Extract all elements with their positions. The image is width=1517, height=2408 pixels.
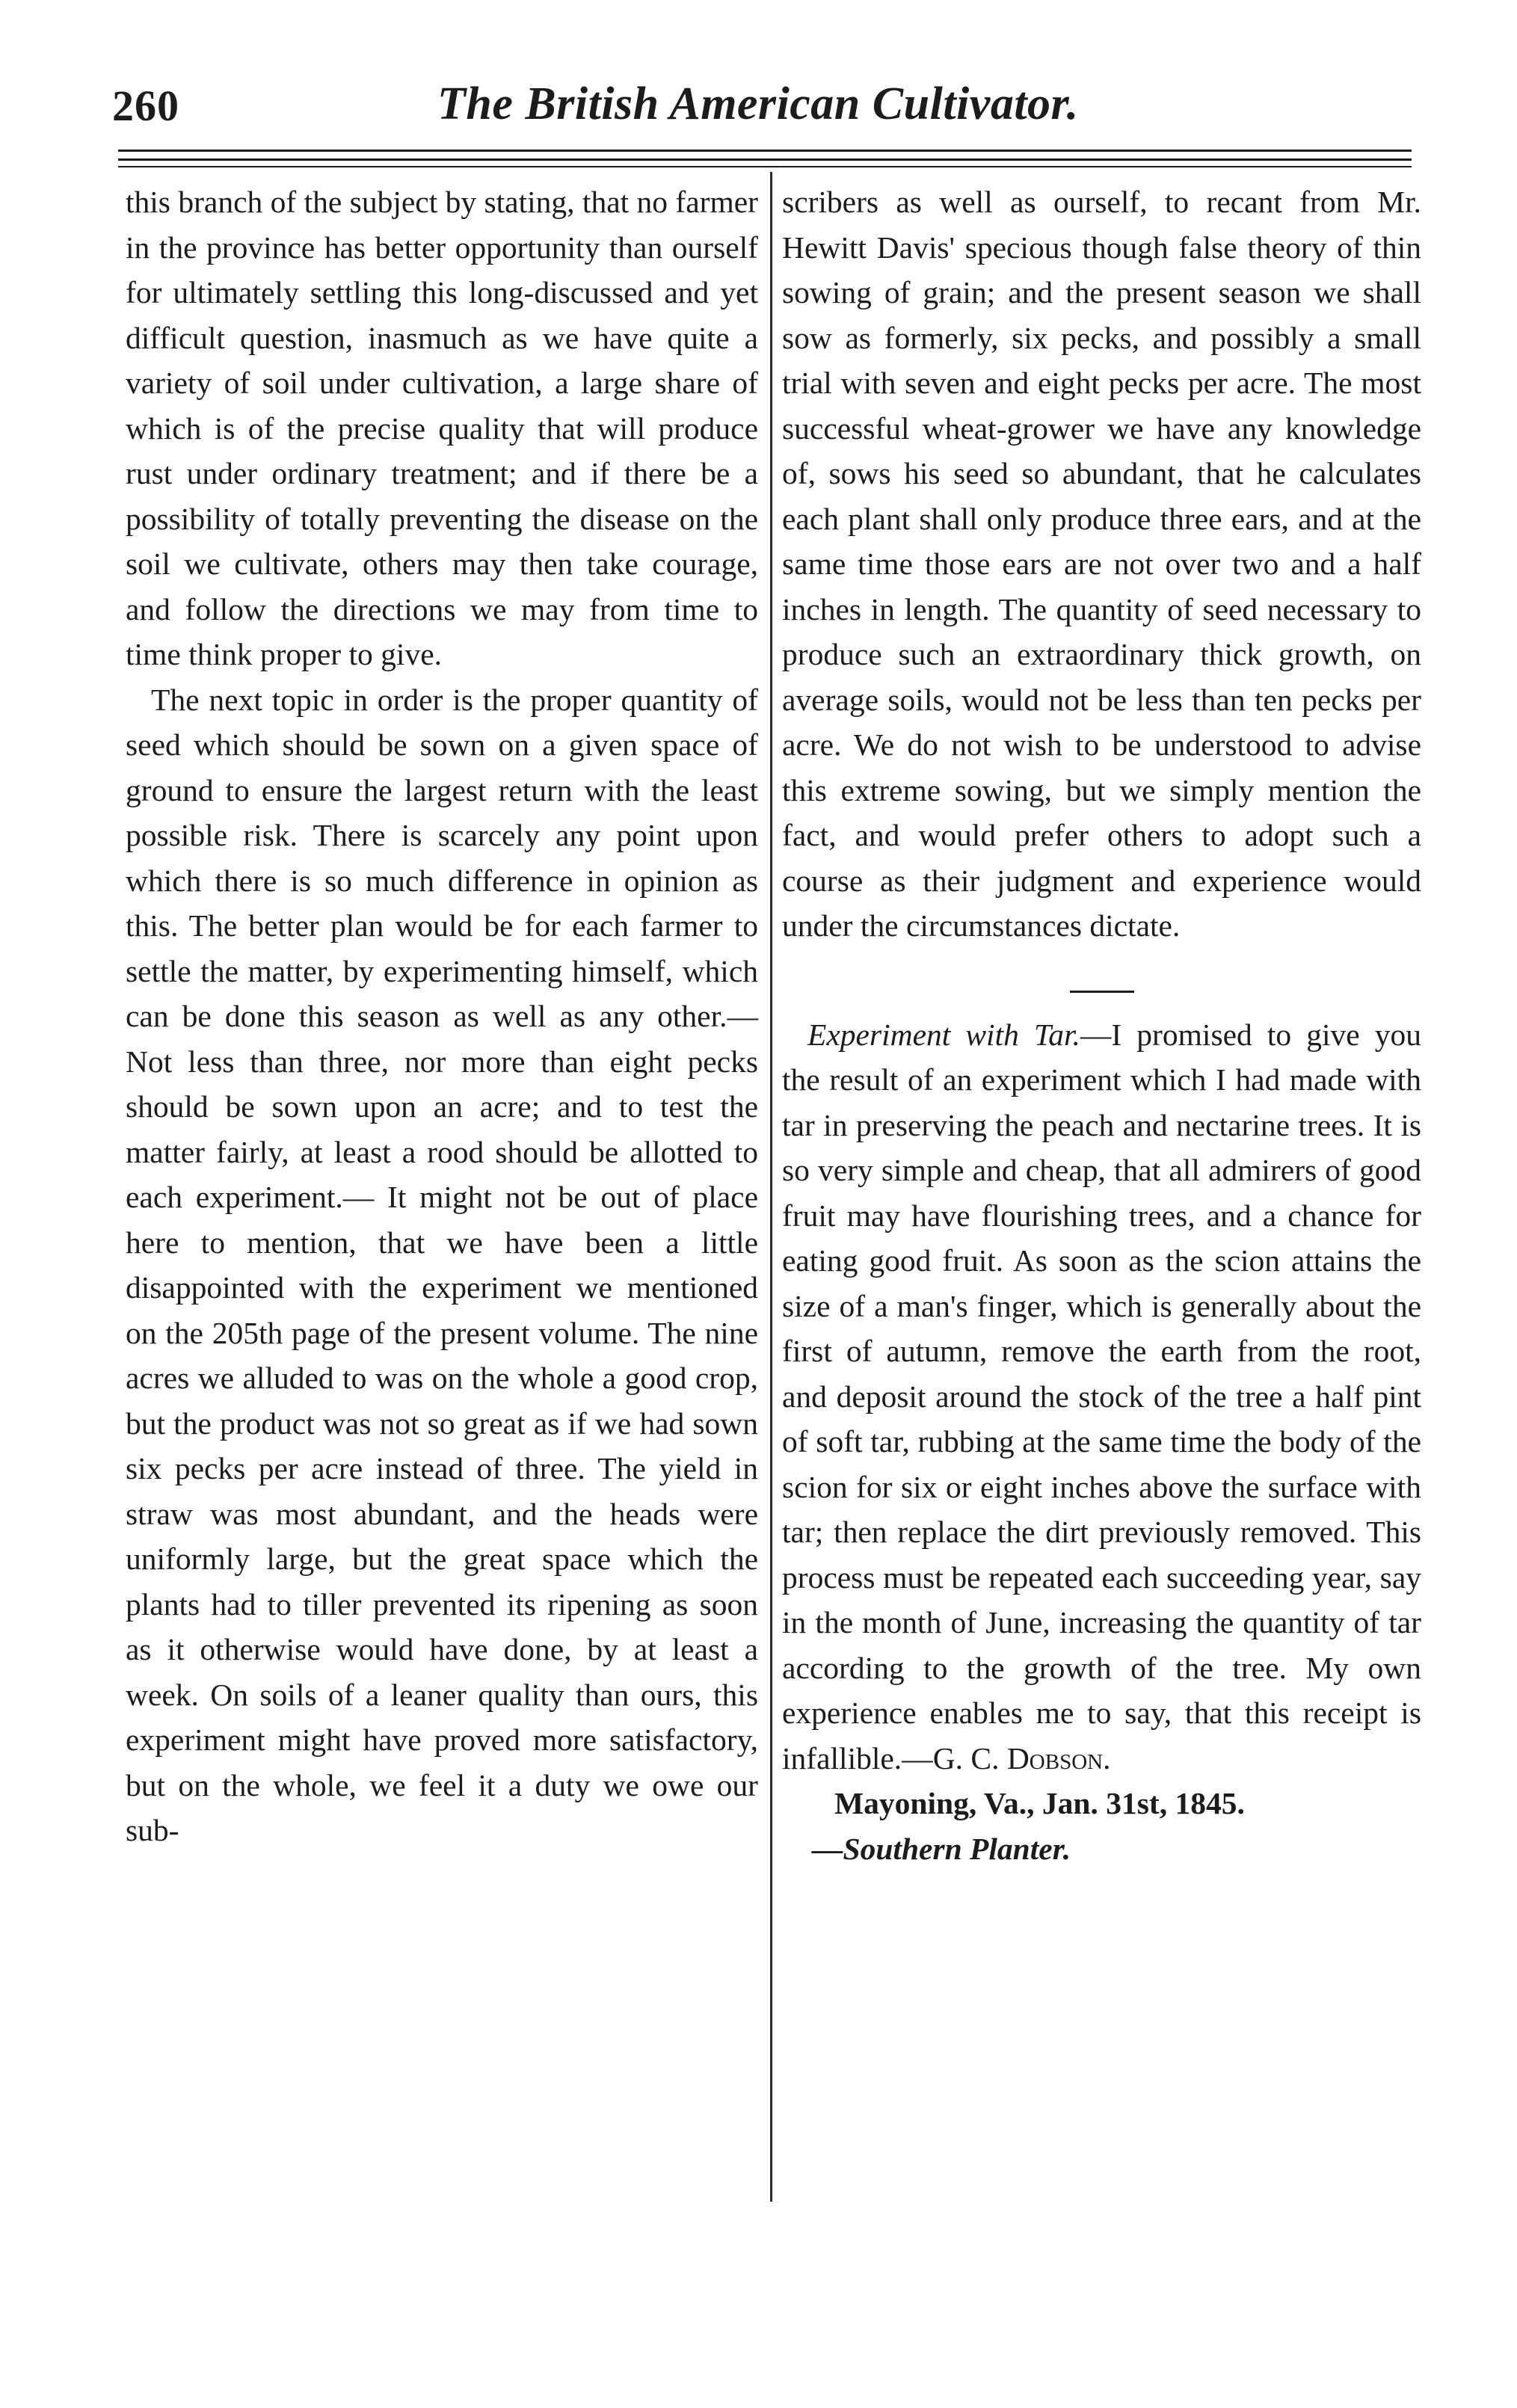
article-body: —I promised to give you the result of an experiment which I had made with tar in preserving the peach and nectarine trees. It is so very simple and cheap, that all admirers of good fruit may have flourishing trees, and a chance for eating good fruit. As soon as the scion attains the size of a man's finger, which is generally about the first of autumn, remove the earth from the root, and deposit around the stock of the tree a half pint of soft tar, rubbing at the same time the body of the scion for six or eight inches above the surface with tar; then replace the dirt previously removed. This process must be repeated each succeeding year, say in the month of June, increasing the quantity of tar according to the growth of the tree. My own experience enables me to say, that this receipt is infallible.— bbox=[782, 1017, 1421, 1776]
article-tar-experiment bbox=[782, 1012, 1421, 1782]
header-rule bbox=[118, 150, 1412, 152]
page-number: 260 bbox=[112, 81, 179, 130]
header-rule bbox=[118, 166, 1412, 167]
article-title: Experiment with Tar. bbox=[807, 1017, 1080, 1052]
right-column bbox=[782, 179, 1421, 1871]
paragraph-continuation: scribers as well as ourself, to recant from Mr. Hewitt Davis' specious though false theory of thin sowing of grain; and the present season we shall sow as formerly, six pecks, and possibly a small trial with seven and eight pecks per acre. The most successful wheat-grower we have any knowledge of, sows his seed so abundant, that he calculates each plant shall only produce three ears, and at the same time those ears are not over two and a half inches in length. The quantity of seed necessary to produce such an extraordinary thick growth, on average soils, would not be less than ten pecks per acre. We do not wish to be understood to advise this extreme sowing, but we simply mention the fact, and would prefer others to adopt such a course as their judgment and experience would under the circumstances dictate. bbox=[782, 185, 1421, 943]
source-attribution: —Southern Planter. bbox=[812, 1831, 1071, 1866]
column-divider bbox=[770, 172, 772, 2202]
dateline: Mayoning, Va., Jan. 31st, 1845. bbox=[834, 1786, 1245, 1820]
left-column bbox=[126, 179, 758, 1853]
paragraph-rust-question: this branch of the subject by stating, that no farmer in the province has better opportunity than ourself for ultimately settling this long-discussed and yet difficult question, inasmuch as we have quite a variety of soil under cultivation, a large share of which is of the precise quality that will produce rust under ordinary treatment; and if there be a possibility of totally preventing the disease on the soil we cultivate, others may then take courage, and follow the directions we may from time to time think proper to give. bbox=[126, 185, 758, 671]
running-title: The British American Cultivator. bbox=[437, 78, 1079, 129]
paragraph-seed-quantity: The next topic in order is the proper quantity of seed which should be sown on a given space of ground to ensure the largest return with the least possible risk. There is scarcely any point upon which there is so much difference in opinion as this. The better plan would be for each farmer to settle the matter, by experimenting himself, which can be done this season as well as any other.— Not less than three, nor more than eight pecks should be sown upon an acre; and to test the matter fairly, at least a rood should be allotted to each experiment.— It might not be out of place here to mention, that we have been a little disappointed with the experiment we mentioned on the 205th page of the present volume. The nine acres we alluded to was on the whole a good crop, but the product was not so great as if we had sown six pecks per acre instead of three. The yield in straw was most abundant, and the heads were uniformly large, but the great space which the plants had to tiller prevented its ripening as soon as it otherwise would have done, by at least a week. On soils of a leaner quality than ours, this experiment might have proved more satisfactory, but on the whole, we feel it a duty we owe our sub- bbox=[126, 682, 758, 1847]
header-rule bbox=[118, 158, 1412, 161]
author-signature: G. C. Dobson. bbox=[932, 1740, 1111, 1776]
section-divider bbox=[1070, 991, 1134, 993]
